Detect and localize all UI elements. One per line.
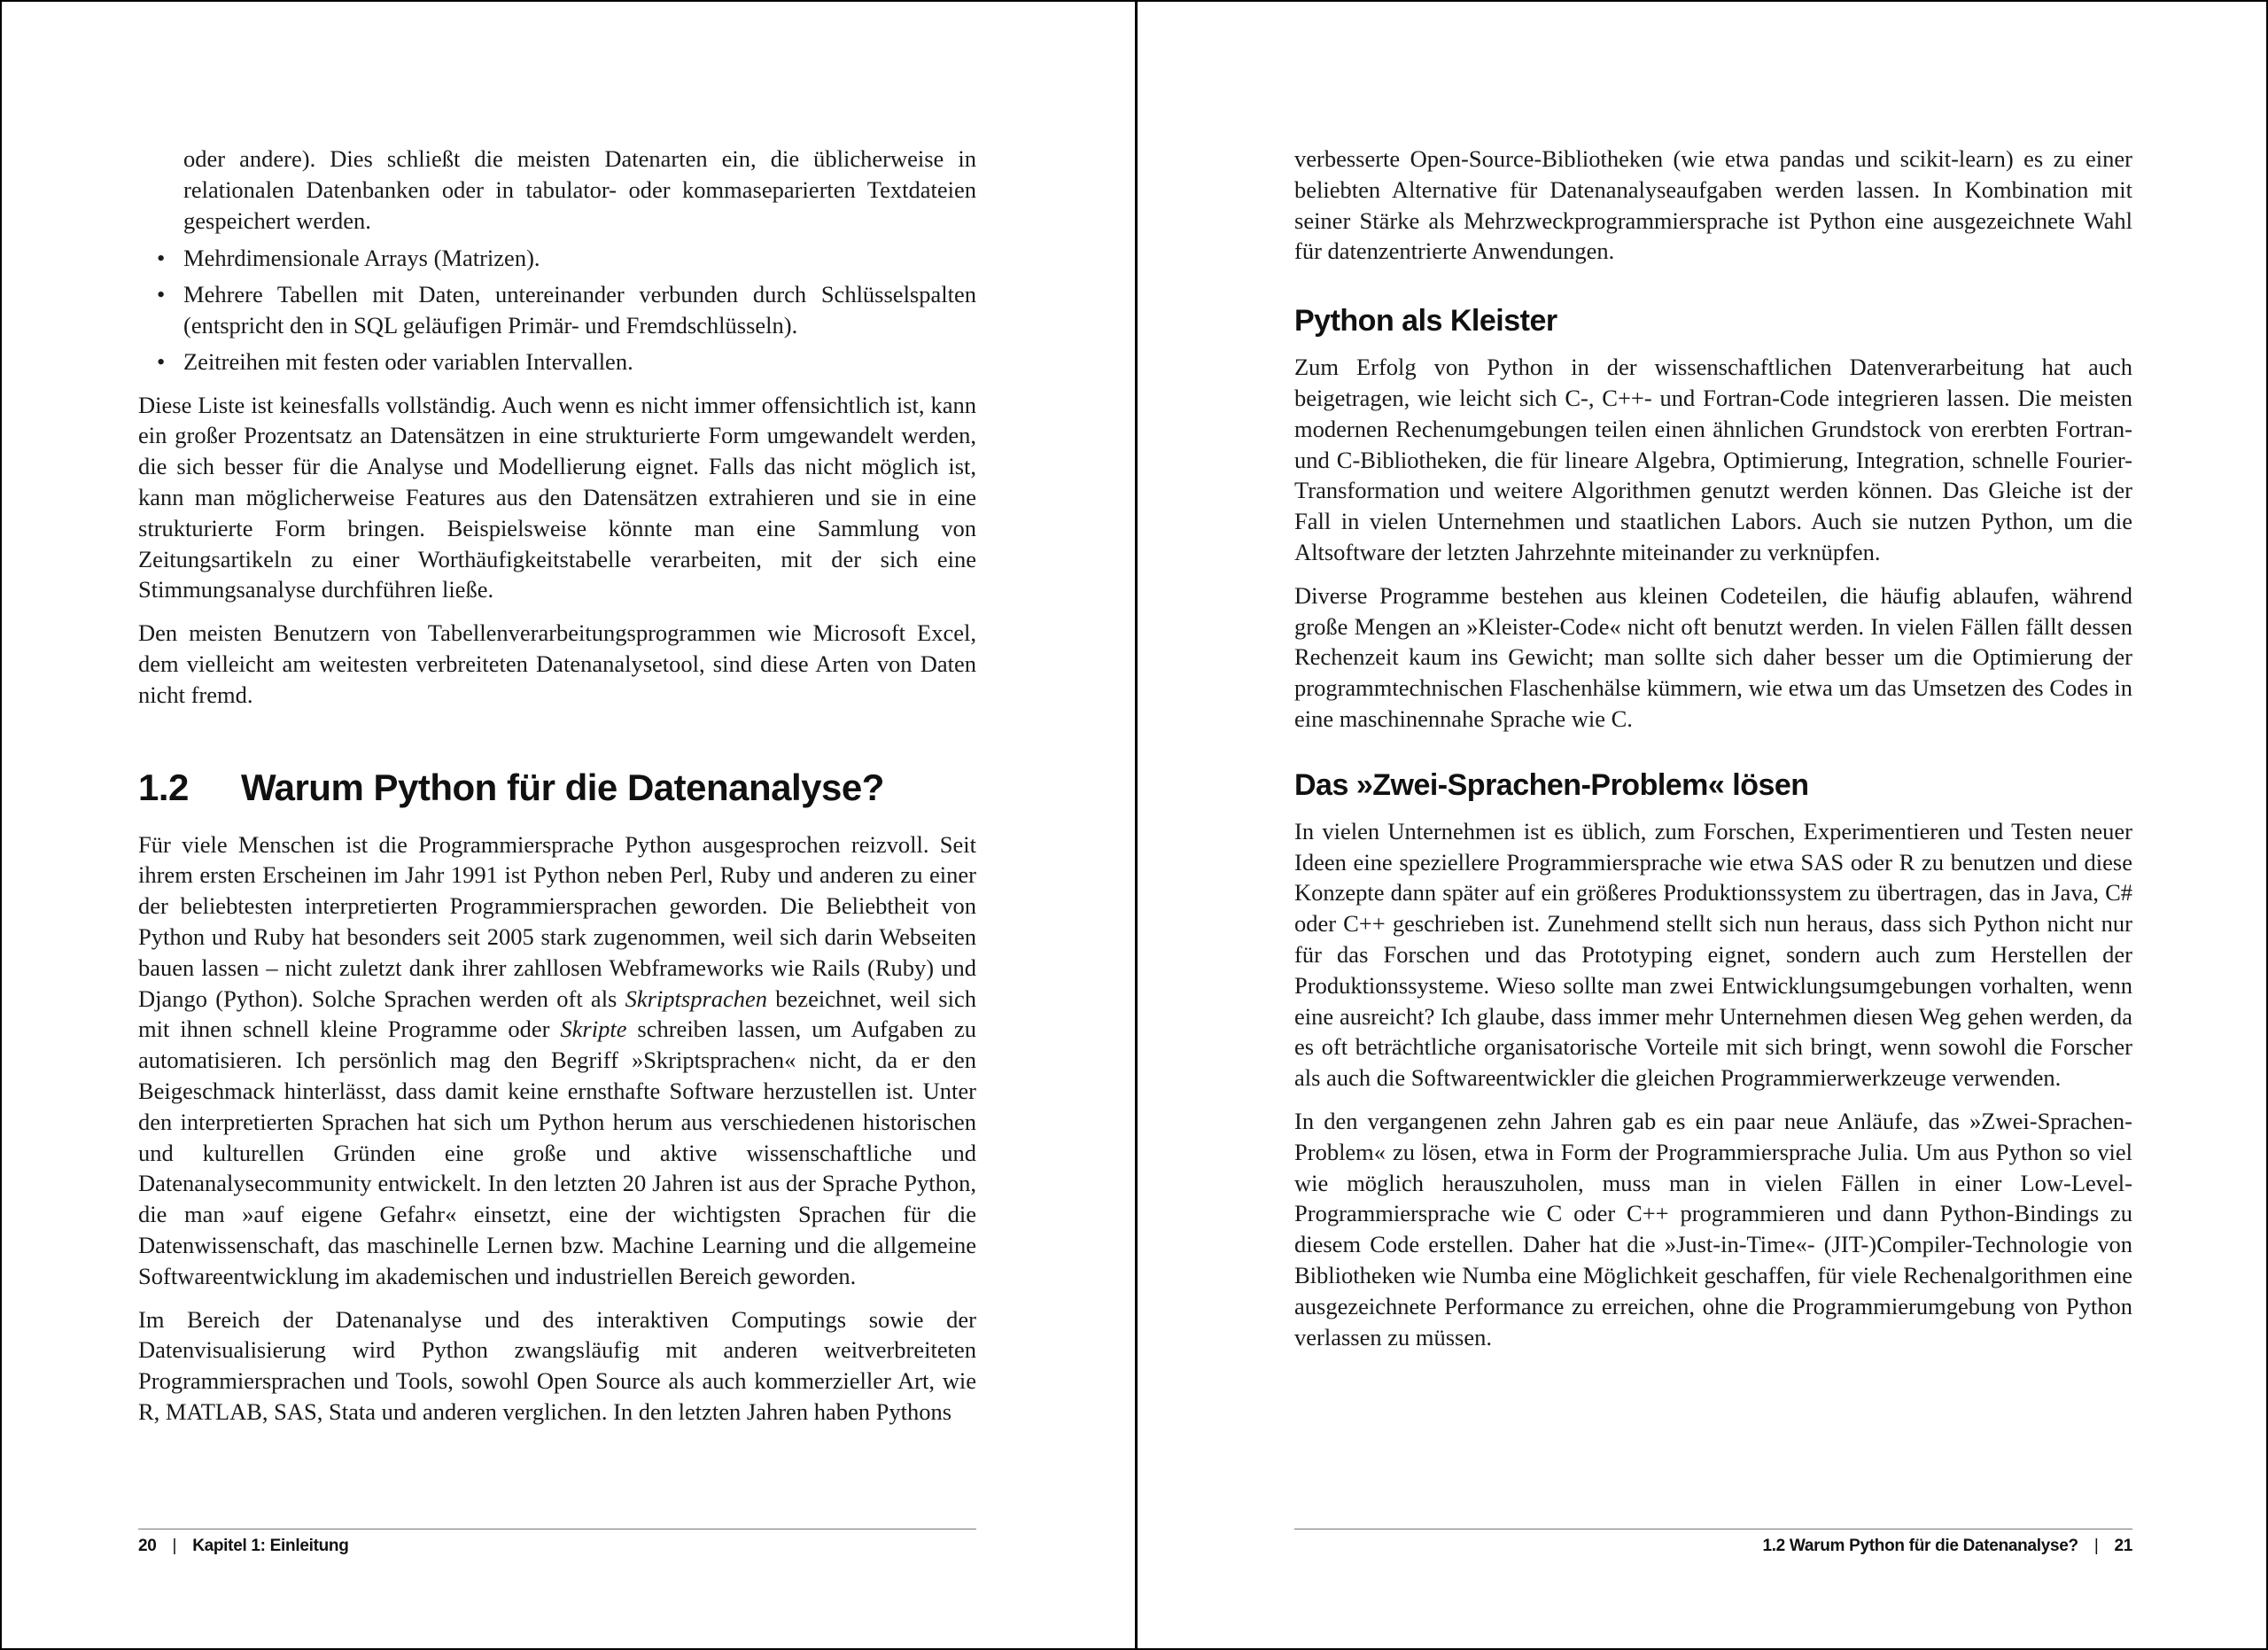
- right-intro-paragraph: verbesserte Open-Source-Bibliotheken (wie etwa pandas und scikit-learn) es zu einer beliebten Alternative für Datenanalyseaufgaben werden lassen. In Kombination mit seiner Stärke als Mehrzweckprogrammiersprache ist Python eine ausgezeichnete Wahl für datenzentrierte Anwendungen.: [1294, 145, 2132, 265]
- list-item: [138, 243, 976, 274]
- left-paragraph-1: Diese Liste ist keinesfalls vollständig. Auch wenn es nicht immer offensichtlich ist, kann ein großer Prozentsatz an Datensätzen in eine strukturierte Form umgewandelt werden, die sich besser für die Analyse und Modellierung eignet. Falls das nicht möglich ist, kann man möglicherweise Features aus den Datensätzen extrahieren und sie in eine strukturierte Form bringen. Beispielsweise könnte man eine Sammlung von Zeitungsartikeln zu einer Worthäufigkeitstabelle verarbeiten, mit der sich eine Stimmungsanalyse durchführen ließe.: [138, 391, 976, 603]
- section-paragraph-2: Im Bereich der Datenanalyse und des interaktiven Computings sowie der Datenvisualisierung wird Python zwangsläufig mit anderen weitverbreiteten Programmiersprachen und Tools, sowohl Open Source als auch kommerzieller Art, wie R, MATLAB, SAS, Stata und anderen verglichen. In den letzten Jahren haben Pythons: [138, 1305, 976, 1425]
- zwei-sprachen-paragraph-2: In den vergangenen zehn Jahren gab es ein paar neue Anläufe, das »Zwei-Sprachen-Problem« zu lösen, etwa in Form der Programmiersprache Julia. Um aus Python so viel wie möglich herauszuholen, muss man in vielen Fällen in einer Low-Level-Programmiersprache wie C oder C++ programmieren und dann Python-Bindings zu diesem Code erstellen. Daher hat die »Just-in-Time«- (JIT-)Compiler-Technologie von Bibliotheken wie Numba eine Möglichkeit geschaffen, für viele Rechenalgorithmen eine ausgezeichnete Performance zu erreichen, ohne die Programmierumgebung von Python verlassen zu müssen.: [1294, 1107, 2132, 1350]
- list-item-text: Mehrdimensionale Arrays (Matrizen).: [183, 245, 540, 272]
- zwei-sprachen-paragraph-1: In vielen Unternehmen ist es üblich, zum Forschen, Experimentieren und Testen neuer Ideen eine speziellere Programmiersprache wie etwa SAS oder R zu benutzen und diese Konzepte dann später auf ein größeres Produktionssystem zu übertragen, das in Java, C# oder C++ geschrieben ist. Zunehmend stellt sich nun heraus, dass sich Python nicht nur für das Forschen und das Prototyping eignet, sondern auch zum Herstellen der Produktionssysteme. Wieso sollte man zwei Entwicklungsumgebungen vorhalten, wenn eine ausreicht? Ich glaube, dass immer mehr Unternehmen diesen Weg gehen werden, da es oft beträchtliche organisatorische Vorteile mit sich bringt, wenn sowohl die Forscher als auch die Softwareentwickler die gleichen Programmierwerkzeuge verwenden.: [1294, 817, 2132, 1092]
- section-title: Warum Python für die Datenanalyse?: [241, 766, 884, 808]
- subheading-zwei-sprachen-problem: Das »Zwei-Sprachen-Problem« lösen: [1294, 767, 1809, 802]
- left-intro-paragraph: oder andere). Dies schließt die meisten Datenarten ein, die üblicherweise in relationalen Datenbanken oder in tabulator- oder kommaseparierten Textdateien gespeichert werden.: [183, 145, 976, 234]
- section-heading: [138, 766, 976, 810]
- bullet-icon: •: [157, 281, 166, 308]
- list-item-text: Mehrere Tabellen mit Daten, untereinander verbunden durch Schlüsselspalten (entspricht den in SQL geläufigen Primär- und Fremdschlüsseln).: [183, 281, 976, 339]
- bullet-list: [138, 243, 976, 377]
- left-page-content: [138, 144, 976, 1440]
- section-number: 1.2: [138, 766, 189, 808]
- list-item-text: Zeitreihen mit festen oder variablen Intervallen.: [183, 347, 633, 375]
- right-page-footer: [1294, 1529, 2132, 1556]
- running-head-section: 1.2 Warum Python für die Datenanalyse?: [1762, 1537, 2078, 1555]
- left-page: [2, 2, 1135, 1648]
- footer-separator: |: [172, 1537, 177, 1555]
- right-page-content: [1294, 144, 2132, 1365]
- footer-separator: |: [2093, 1537, 2099, 1555]
- bullet-icon: •: [157, 347, 166, 375]
- subheading-python-als-kleister: Python als Kleister: [1294, 304, 1557, 339]
- page-number: 21: [2114, 1537, 2132, 1555]
- left-paragraph-2: Den meisten Benutzern von Tabellenverarbeitungsprogrammen wie Microsoft Excel, dem vielleicht am weitesten verbreiteten Datenanalysetool, sind diese Arten von Daten nicht fremd.: [138, 619, 976, 708]
- italic-term: Skriptsprachen: [625, 985, 768, 1012]
- kleister-paragraph-2: Diverse Programme bestehen aus kleinen Codeteilen, die häufig ablaufen, während große Mengen an »Kleister-Code« nicht oft benutzt werden. In vielen Fällen fällt dessen Rechenzeit kaum ins Gewicht; man sollte sich daher besser um die Optimierung der programmtechnischen Flaschenhälse kümmern, wie etwa um das Umsetzen des Codes in eine maschinennahe Sprache wie C.: [1294, 581, 2132, 732]
- bullet-icon: •: [157, 245, 166, 272]
- section-paragraph-1: Für viele Menschen ist die Programmiersprache Python ausgesprochen reizvoll. Seit ihrem ersten Erscheinen im Jahr 1991 ist Python neben Perl, Ruby und anderen zu einer der beliebtesten interpretierten Programmiersprachen geworden. Die Beliebtheit von Python und Ruby hat besonders seit 2005 stark zugenommen, weil sich darin Webseiten bauen lassen – nicht zuletzt dank ihrer zahllosen Webframeworks wie Rails (Ruby) und Django (Python). Solche Sprachen werden oft als Skriptsprachen bezeichnet, weil sich mit ihnen schnell kleine Programme oder Skripte schreiben lassen, um Aufgaben zu automatisieren. Ich persönlich mag den Begriff »Skriptsprachen« nicht, da er den Beigeschmack hinterlässt, dass damit keine ernsthafte Software herzustellen ist. Unter den interpretierten Sprachen hat sich um Python herum aus verschiedenen historischen und kulturellen Gründen eine große und aktive wissenschaftliche und Datenanalysecommunity entwickelt. In den letzten 20 Jahren ist aus der Sprache Python, die man »auf eigene Gefahr« einsetzt, eine der wichtigsten Sprachen für die Datenwissenschaft, das maschinelle Lernen bzw. Machine Learning und die allgemeine Softwareentwicklung im akademischen und industriellen Bereich geworden.: [138, 830, 976, 1289]
- list-item: [138, 346, 976, 377]
- page-number: 20: [138, 1537, 157, 1555]
- list-item: [138, 279, 976, 341]
- left-page-footer: [138, 1529, 976, 1556]
- running-head-chapter: Kapitel 1: Einleitung: [192, 1537, 349, 1555]
- right-page: [1138, 2, 2268, 1648]
- italic-term: Skripte: [560, 1016, 627, 1043]
- kleister-paragraph-1: Zum Erfolg von Python in der wissenschaftlichen Datenverarbeitung hat auch beigetragen, wie leicht sich C-, C++- und Fortran-Code integrieren lassen. Die meisten modernen Rechenumgebungen teilen einen ähnlichen Grundstock von ererbten Fortran- und C-Bibliotheken, die für lineare Algebra, Optimierung, Integration, schnelle Fourier-Transformation und weitere Algorithmen genutzt werden können. Das Gleiche ist der Fall in vielen Unternehmen und staatlichen Labors. Auch sie nutzen Python, um die Altsoftware der letzten Jahrzehnte miteinander zu verknüpfen.: [1294, 354, 2132, 565]
